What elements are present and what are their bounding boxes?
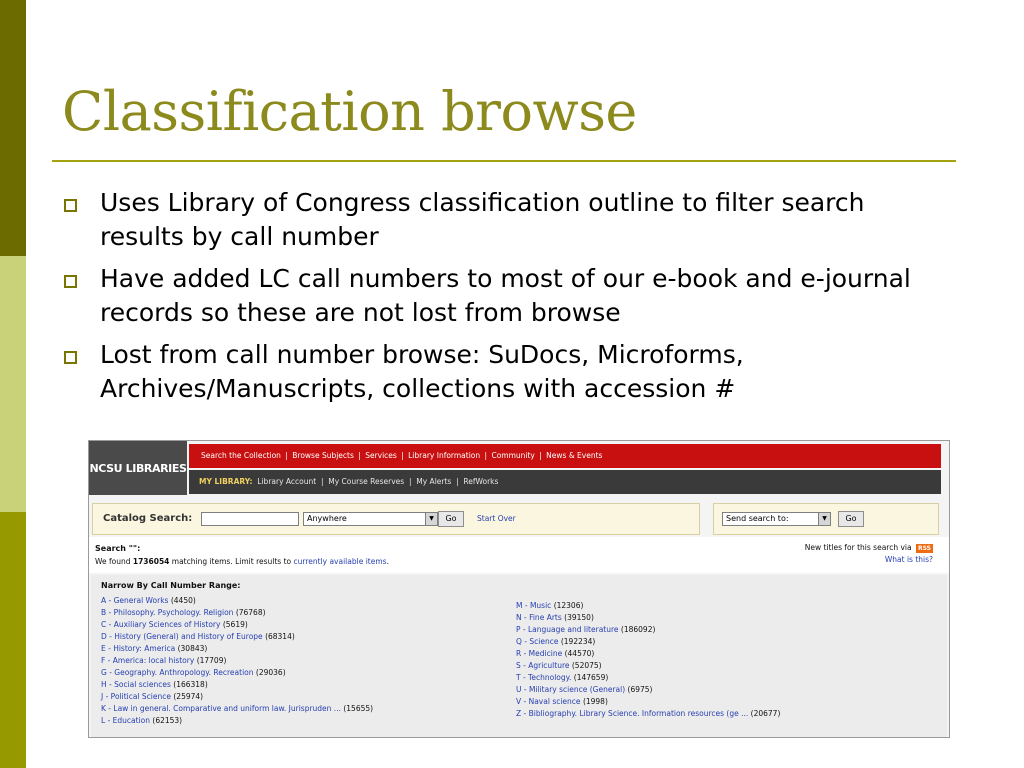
main-nav-bar: Search the Collection | Browse Subjects | Services | Library Information | Community | News & Events — [189, 444, 941, 468]
bullet-item — [62, 186, 942, 254]
title-rule — [52, 160, 956, 162]
call-number-range-item — [516, 660, 780, 672]
search-scope-select[interactable] — [303, 512, 438, 526]
available-items-link[interactable]: currently available items — [293, 557, 387, 566]
call-number-range-link[interactable]: Z - Bibliography. Library Science. Information resources (ge ... — [516, 709, 749, 718]
call-number-range-link[interactable]: G - Geography. Anthropology. Recreation — [101, 668, 254, 677]
call-number-range-link[interactable]: P - Language and literature — [516, 625, 619, 634]
catalog-search-label: Catalog Search: — [103, 513, 193, 524]
catalog-search-input[interactable] — [201, 512, 299, 526]
nav-link-library-information[interactable]: Library Information — [408, 451, 481, 460]
nav-link-browse-subjects[interactable]: Browse Subjects — [292, 451, 354, 460]
call-number-range-item — [101, 667, 373, 679]
call-number-range-count: (39150) — [564, 613, 594, 622]
narrow-heading: Narrow By Call Number Range: — [101, 581, 241, 590]
catalog-screenshot — [88, 440, 950, 738]
call-number-range-count: (44570) — [564, 649, 595, 658]
call-number-range-item — [101, 619, 373, 631]
call-number-range-link[interactable]: V - Naval science — [516, 697, 581, 706]
call-number-range-count: (15655) — [343, 704, 374, 713]
call-number-range-item — [101, 703, 373, 715]
call-number-range-link[interactable]: B - Philosophy. Psychology. Religion — [101, 608, 234, 617]
call-number-range-count: (4450) — [170, 596, 196, 605]
call-number-range-item — [516, 636, 780, 648]
call-number-range-link[interactable]: J - Political Science — [101, 692, 171, 701]
call-number-range-link[interactable]: S - Agriculture — [516, 661, 570, 670]
catalog-search-panel — [92, 503, 700, 535]
call-number-range-count: (29036) — [255, 668, 286, 677]
call-number-range-item — [101, 643, 373, 655]
range-column-right — [516, 600, 780, 720]
call-number-range-item — [101, 715, 373, 727]
call-number-range-count: (30843) — [177, 644, 208, 653]
call-number-range-link[interactable]: N - Fine Arts — [516, 613, 562, 622]
call-number-range-count: (147659) — [573, 673, 609, 682]
results-summary — [89, 537, 949, 573]
call-number-range-link[interactable]: H - Social sciences — [101, 680, 171, 689]
search-query-label: Search "": — [95, 544, 141, 553]
call-number-range-count: (52075) — [571, 661, 602, 670]
call-number-range-item — [101, 655, 373, 667]
my-library-bar: MY LIBRARY: Library Account | My Course Reserves | My Alerts | RefWorks — [189, 470, 941, 494]
call-number-range-item — [516, 624, 780, 636]
call-number-range-link[interactable]: R - Medicine — [516, 649, 563, 658]
call-number-range-count: (5619) — [222, 620, 248, 629]
send-search-value: Send search to: — [726, 514, 789, 523]
call-number-range-count: (76768) — [235, 608, 266, 617]
call-number-range-link[interactable]: E - History: America — [101, 644, 176, 653]
call-number-range-link[interactable]: U - Military science (General) — [516, 685, 626, 694]
left-stripe-bottom — [0, 512, 26, 768]
call-number-range-count: (17709) — [196, 656, 227, 665]
bullet-text: Uses Library of Congress classification outline to filter search results by call number — [100, 188, 865, 251]
call-number-range-count: (20677) — [750, 709, 781, 718]
found-prefix: We found — [95, 557, 133, 566]
nav-link-refworks[interactable]: RefWorks — [463, 477, 499, 486]
call-number-range-link[interactable]: T - Technology. — [516, 673, 572, 682]
send-go-button[interactable]: Go — [838, 511, 864, 527]
found-suffix: matching items. Limit results to — [169, 557, 294, 566]
call-number-range-count: (1998) — [582, 697, 608, 706]
nav-link-services[interactable]: Services — [365, 451, 397, 460]
slide-title: Classification browse — [62, 80, 637, 143]
call-number-range-link[interactable]: F - America: local history — [101, 656, 195, 665]
call-number-range-count: (166318) — [173, 680, 208, 689]
call-number-range-item — [516, 672, 780, 684]
call-number-range-link[interactable]: C - Auxiliary Sciences of History — [101, 620, 221, 629]
rss-icon[interactable]: RSS — [918, 544, 931, 552]
call-number-range-count: (6975) — [627, 685, 653, 694]
call-number-range-item — [516, 648, 780, 660]
bullet-list — [62, 186, 942, 414]
nav-link-my-alerts[interactable]: My Alerts — [416, 477, 452, 486]
square-bullet-icon — [64, 199, 77, 212]
bullet-text: Have added LC call numbers to most of our e-book and e-journal records so these are not lost from browse — [100, 264, 911, 327]
call-number-range-count: (186092) — [620, 625, 656, 634]
send-search-select[interactable] — [722, 512, 831, 526]
chevron-down-icon: ▼ — [425, 513, 437, 525]
nav-link-search-collection[interactable]: Search the Collection — [201, 451, 281, 460]
call-number-range-item — [516, 708, 780, 720]
send-search-panel — [713, 503, 939, 535]
call-number-range-item — [516, 696, 780, 708]
nav-link-community[interactable]: Community — [491, 451, 535, 460]
call-number-range-item — [101, 691, 373, 703]
call-number-range-link[interactable]: D - History (General) and History of Europe — [101, 632, 263, 641]
nav-link-library-account[interactable]: Library Account — [257, 477, 317, 486]
call-number-range-count: (62153) — [152, 716, 183, 725]
found-count-text: We found 1736054 matching items. Limit results to currently available items. — [95, 557, 389, 566]
nav-link-news-events[interactable]: News & Events — [546, 451, 603, 460]
bullet-text: Lost from call number browse: SuDocs, Microforms, Archives/Manuscripts, collections with accession # — [100, 340, 744, 403]
search-scope-value: Anywhere — [307, 514, 347, 523]
found-count: 1736054 — [132, 557, 170, 566]
search-go-button[interactable]: Go — [438, 511, 464, 527]
square-bullet-icon — [64, 351, 77, 364]
square-bullet-icon — [64, 275, 77, 288]
call-number-range-panel — [91, 575, 947, 737]
bullet-item — [62, 338, 942, 406]
call-number-range-item — [101, 595, 373, 607]
bullet-item — [62, 262, 942, 330]
call-number-range-item — [101, 607, 373, 619]
call-number-range-link[interactable]: K - Law in general. Comparative and uniform law. Jurispruden ... — [101, 704, 341, 713]
call-number-range-link[interactable]: M - Music — [516, 601, 552, 610]
new-titles-label: New titles for this search via — [804, 543, 912, 552]
call-number-range-count: (192234) — [560, 637, 596, 646]
call-number-range-item — [516, 612, 780, 624]
call-number-range-count: (68314) — [265, 632, 295, 641]
call-number-range-item — [101, 679, 373, 691]
call-number-range-count: (25974) — [173, 692, 204, 701]
left-stripe-middle — [0, 256, 26, 512]
range-column-left — [101, 595, 373, 727]
chevron-down-icon: ▼ — [818, 513, 830, 525]
call-number-range-item — [516, 600, 780, 612]
call-number-range-item — [101, 631, 373, 643]
ncsu-libraries-logo: NCSU LIBRARIES — [89, 441, 187, 495]
call-number-range-link[interactable]: A - General Works — [101, 596, 169, 605]
my-library-label: MY LIBRARY: — [199, 477, 253, 486]
left-stripe-top — [0, 0, 26, 256]
call-number-range-link[interactable]: L - Education — [101, 716, 150, 725]
nav-link-course-reserves[interactable]: My Course Reserves — [328, 477, 405, 486]
start-over-link[interactable]: Start Over — [477, 514, 516, 523]
new-titles-text — [805, 543, 933, 553]
call-number-range-item — [516, 684, 780, 696]
call-number-range-count: (12306) — [553, 601, 584, 610]
call-number-range-link[interactable]: Q - Science — [516, 637, 559, 646]
what-is-this-link[interactable]: What is this? — [884, 555, 933, 564]
